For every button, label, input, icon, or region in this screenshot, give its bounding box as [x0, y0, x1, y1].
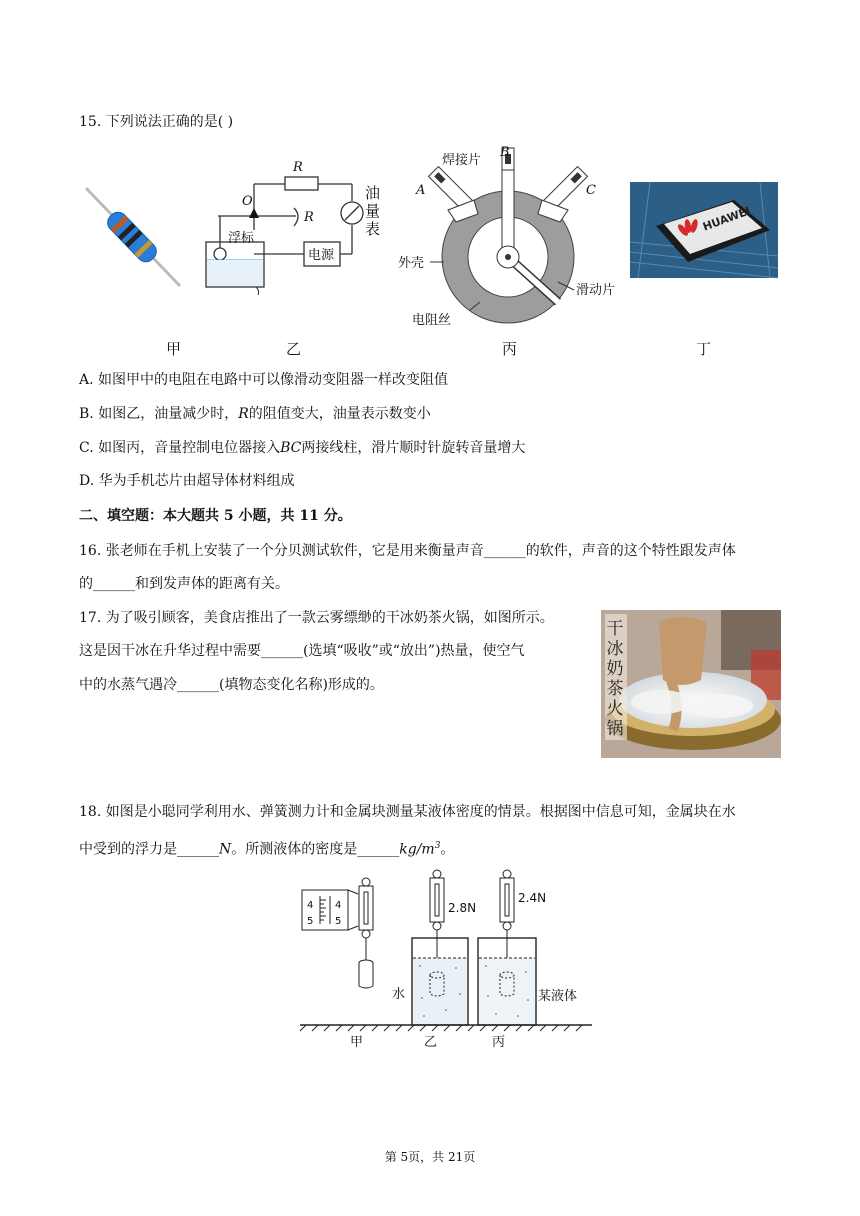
figure-ding-chip-photo: [630, 182, 778, 278]
question-17-line-1: 17. 为了吸引顾客，美食店推出了一款云雾缥缈的干冰奶茶火锅，如图所示。: [79, 610, 554, 626]
fig-yi-label-meter: 油量表: [365, 184, 381, 238]
fig18-label-yi: 乙: [424, 1035, 438, 1050]
fig-label-jia: 甲: [166, 340, 182, 358]
question-17-line-2: 这是因干冰在升华过程中需要______(选填“吸收”或“放出”)热量，使空气: [79, 643, 525, 659]
fig18-label-jia: 甲: [350, 1035, 364, 1050]
fig-bing-label-wire: 电阻丝: [412, 313, 452, 328]
fig18-scale-5-right: 5: [335, 916, 342, 927]
option-a: A. 如图甲中的电阻在电路中可以像滑动变阻器一样改变阻值: [79, 372, 449, 388]
figure-jia-resistor: [80, 182, 190, 292]
fig-yi-label-R-var: R: [304, 210, 314, 225]
fig18-label-liquid: 某液体: [538, 989, 578, 1004]
option-c: C. 如图丙，音量控制电位器接入BC两接线柱，滑片顺时针旋转音量增大: [79, 440, 526, 456]
figure-bing-potentiometer: [398, 142, 638, 337]
fig-label-yi: 乙: [286, 340, 302, 358]
fig18-reading-yi: 2.8N: [448, 901, 477, 915]
question-18-line-2: 中受到的浮力是______N。所测液体的密度是$\_\_\_\_\_\_kg/m^3$。: [79, 841, 455, 858]
page-footer: 第 5页，共 21页: [384, 1150, 476, 1164]
fig-label-bing: 丙: [502, 340, 518, 358]
fig-label-ding: 丁: [696, 340, 712, 358]
fig-bing-label-solder: 焊接片: [442, 153, 482, 168]
question-16-line-2: 的______和到发声体的距离有关。: [79, 576, 289, 592]
fig-bing-label-A: A: [416, 183, 426, 198]
option-d: D. 华为手机芯片由超导体材料组成: [79, 473, 295, 489]
fig-yi-label-O: O: [242, 194, 253, 209]
fig18-label-water: 水: [392, 987, 406, 1002]
fig18-scale-5-left: 5: [307, 916, 314, 927]
fig-bing-label-shell: 外壳: [398, 256, 425, 271]
fig-yi-label-float: 浮标: [228, 231, 255, 246]
question-17-line-3: 中的水蒸气遇冷______(填物态变化名称)形成的。: [79, 677, 384, 693]
fig-ding-logo: HUAWEI: [701, 204, 753, 234]
fig-bing-label-C: C: [586, 183, 596, 198]
fig-yi-label-R-top: R: [293, 160, 303, 175]
fig18-reading-bing: 2.4N: [518, 891, 547, 905]
fig-bing-label-slider: 滑动片: [576, 283, 616, 298]
option-b: B. 如图乙，油量减少时，R的阻值变大，油量表示数变小: [79, 406, 431, 422]
question-18-line-1: 18. 如图是小聪同学利用水、弹簧测力计和金属块测量某液体密度的情景。根据图中信息可知，金属块在水: [79, 804, 736, 820]
fig18-scale-4-left: 4: [307, 900, 314, 911]
fig18-label-bing: 丙: [492, 1035, 506, 1050]
figure-buoyancy-experiment: [296, 868, 596, 1058]
photo-vertical-text: 干 冰 奶 茶 火 锅: [606, 619, 624, 739]
figure-dry-ice-hotpot-photo: [601, 610, 781, 758]
question-15-stem: 15. 下列说法正确的是( ): [79, 114, 234, 130]
question-16-line-1: 16. 张老师在手机上安装了一个分贝测试软件，它是用来衡量声音______的软件，声音的这个特性跟发声体: [79, 543, 736, 559]
fig-bing-label-B: B: [500, 145, 510, 160]
section-2-heading: 二、填空题：本大题共 5 小题，共 11 分。: [79, 508, 352, 524]
fig-yi-label-power: 电源: [308, 248, 335, 263]
fig18-scale-4-right: 4: [335, 900, 342, 911]
